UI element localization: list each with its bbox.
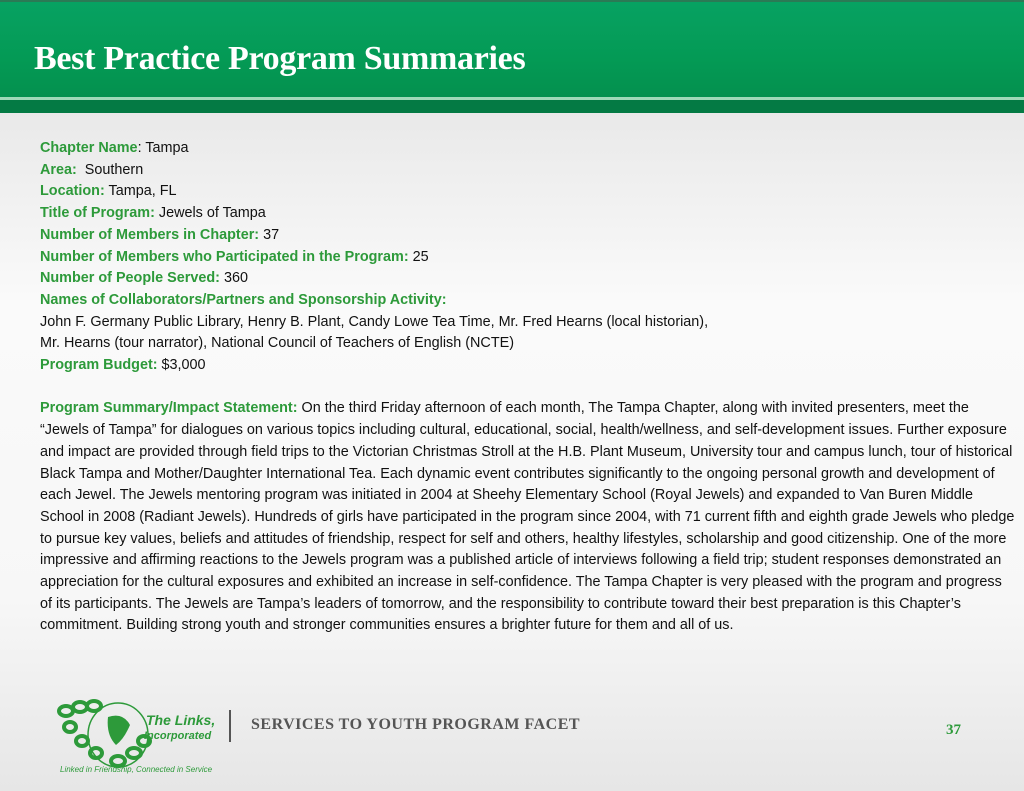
field-program-title: Title of Program: Jewels of Tampa xyxy=(40,205,266,222)
field-members: Number of Members in Chapter: 37 xyxy=(40,226,280,243)
program-facet: SERVICES TO YOUTH PROGRAM FACET xyxy=(251,716,581,733)
page-number: 37 xyxy=(946,722,961,738)
title-bar xyxy=(0,0,1024,98)
slide-content xyxy=(40,138,1015,637)
collaborators-label: Names of Collaborators/Partners and Sponsorship Activity: xyxy=(40,291,447,308)
collaborators-text: John F. Germany Public Library, Henry B. Plant, Candy Lowe Tea Time, Mr. Fred Hearns (local historian), Mr. Hearns (tour narrator), National Council of Teachers of English (NCTE) xyxy=(40,313,709,352)
field-area: Area: Southern xyxy=(40,161,144,178)
field-budget: Program Budget: $3,000 xyxy=(40,357,206,374)
footer-divider xyxy=(229,710,231,742)
field-chapter-name: Chapter Name: Tampa xyxy=(40,140,189,156)
field-people-served: Number of People Served: 360 xyxy=(40,270,248,287)
header-band xyxy=(0,100,1024,113)
svg-text:Incorporated: Incorporated xyxy=(144,730,212,742)
field-participants: Number of Members who Participated in the Program: 25 xyxy=(40,248,429,265)
field-location: Location: Tampa, FL xyxy=(40,183,177,200)
logo-tagline: Linked in Friendship, Connected in Service xyxy=(60,765,213,774)
svg-text:The Links,: The Links, xyxy=(146,712,216,728)
program-summary: Program Summary/Impact Statement: On the third Friday afternoon of each month, The Tampa Chapter, along with invited presenters, meet the “Jewels of Tampa” for dialogues on various topics including cultural, educational, social, health/wellness, and self-development issues. Further exposure and impact are provided through field trips to the Victorian Christmas Stroll at the H.B. Plant Museum, University tour and campus lunch, tour of historical Black Tampa and Mother/Daughter International Tea. Each dynamic event contributes significantly to the ongoing personal growth and development of each Jewel. The Jewels mentoring program was initiated in 2004 at Sheehy Elementary School (Royal Jewels) and expanded to Van Buren Middle School in 2008 (Radiant Jewels). Hundreds of girls have participated in the program since 2004, with 71 current fifth and eighth grade Jewels who pledge to pursue key values, beliefs and attitudes of friendship, respect for self and others, healthy lifestyles, scholarship and good citizenship. One of the more impressive and affirming reactions to the Jewels program was a published article of interviews following a field trip; student responses demonstrated an appreciation for the cultural exposures and exhibited an increase in self-confidence. The Tampa Chapter is very pleased with the program and progress of its participants. The Jewels are Tampa’s leaders of tomorrow, and the responsibility to contribute toward their best preparation is this Chapter’s commitment. Building strong youth and stronger communities ensures a brighter future for them and all of us. xyxy=(40,400,1015,634)
slide-title: Best Practice Program Summaries xyxy=(34,40,526,77)
